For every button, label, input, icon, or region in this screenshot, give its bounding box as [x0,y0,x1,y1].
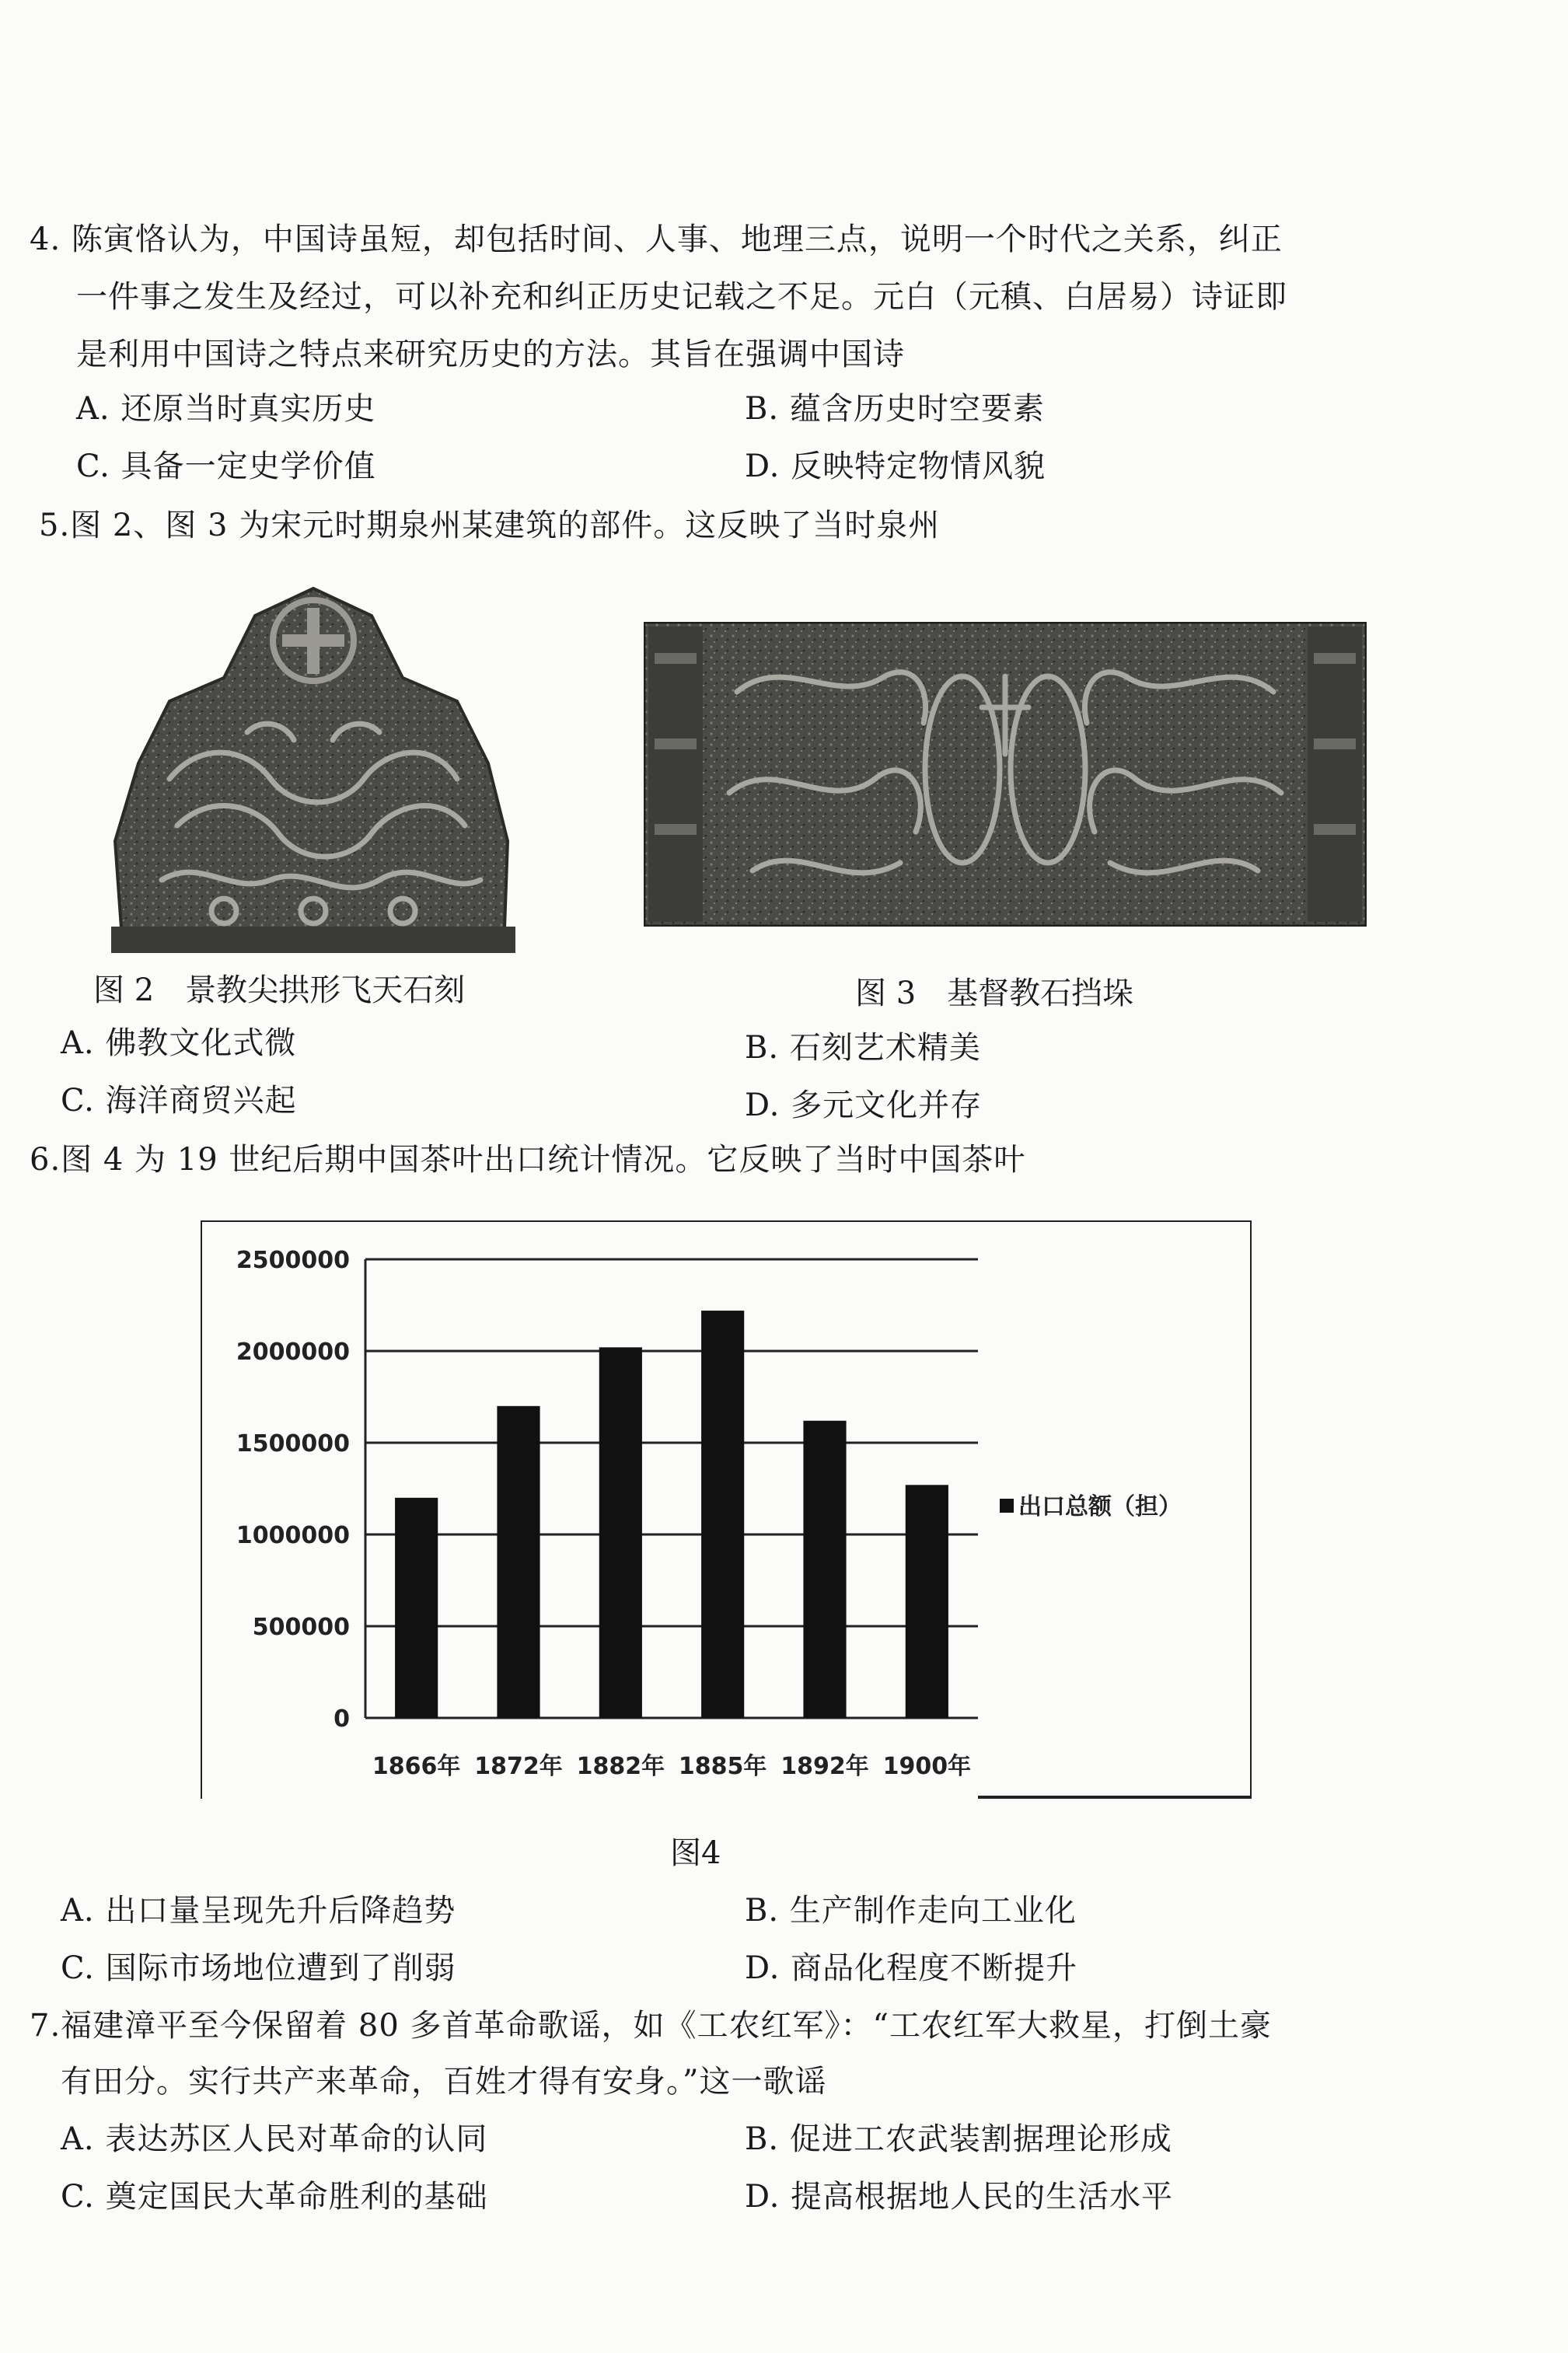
bar-1872年 [497,1406,540,1718]
x-tick-label: 1872年 [474,1753,563,1780]
q4-stem-line1: 4. 陈寅恪认为，中国诗虽短，却包括时间、人事、地理三点，说明一个时代之关系，纠正 [30,222,1283,257]
q4-option-a: A. 还原当时真实历史 [76,391,376,427]
bar-1882年 [599,1347,642,1718]
fig2-stone-carving-image [107,585,519,956]
q5-option-a: A. 佛教文化式微 [61,1025,297,1061]
x-tick-label: 1882年 [576,1753,665,1780]
y-tick-label: 1500000 [236,1430,350,1458]
fig4-tea-export-chart [201,1220,1252,1799]
q7-option-b: B. 促进工农武装割据理论形成 [745,2121,1172,2157]
q6-option-b: B. 生产制作走向工业化 [745,1893,1077,1929]
y-tick-label: 500000 [252,1614,350,1641]
q4-option-d: D. 反映特定物情风貌 [745,449,1046,484]
fig3-stone-block-image [644,622,1367,927]
bar-1885年 [701,1311,744,1718]
q5-stem: 5.图 2、图 3 为宋元时期泉州某建筑的部件。这反映了当时泉州 [39,508,941,543]
q6-stem: 6.图 4 为 19 世纪后期中国茶叶出口统计情况。它反映了当时中国茶叶 [30,1142,1026,1178]
q6-option-a: A. 出口量呈现先升后降趋势 [61,1893,456,1929]
q4-option-c: C. 具备一定史学价值 [76,449,376,484]
fig4-caption: 图4 [670,1835,721,1871]
y-tick-label: 2000000 [236,1339,350,1366]
q5-option-c: C. 海洋商贸兴起 [61,1083,297,1119]
q4-stem-line2: 一件事之发生及经过，可以补充和纠正历史记载之不足。元白（元稹、白居易）诗证即 [76,279,1287,315]
q7-option-c: C. 奠定国民大革命胜利的基础 [61,2179,488,2215]
legend-swatch [1000,1499,1014,1513]
y-tick-label: 2500000 [236,1247,350,1274]
bar-1900年 [906,1485,948,1718]
q4-option-b: B. 蕴含历史时空要素 [745,391,1045,427]
bar-1866年 [395,1498,438,1718]
q6-option-d: D. 商品化程度不断提升 [745,1950,1078,1986]
q5-option-b: B. 石刻艺术精美 [745,1030,981,1066]
bar-1892年 [803,1421,846,1718]
x-tick-label: 1892年 [781,1753,869,1780]
x-tick-label: 1900年 [882,1753,972,1780]
q7-stem-line2: 有田分。实行共产来革命，百姓才得有安身。”这一歌谣 [61,2064,827,2100]
q5-option-d: D. 多元文化并存 [745,1087,983,1123]
x-tick-label: 1866年 [372,1753,461,1780]
q7-stem-line1: 7.福建漳平至今保留着 80 多首革命歌谣，如《工农红军》：“工农红军大救星，打倒土豪 [30,2008,1272,2044]
y-tick-label: 1000000 [236,1522,350,1549]
fig2-caption: 图 2 景教尖拱形飞天石刻 [93,972,466,1008]
x-tick-label: 1885年 [678,1753,767,1780]
q7-option-a: A. 表达苏区人民对革命的认同 [61,2121,488,2157]
fig3-caption: 图 3 基督教石挡垛 [855,976,1134,1011]
q4-stem-line3: 是利用中国诗之特点来研究历史的方法。其旨在强调中国诗 [76,337,905,372]
y-tick-label: 0 [334,1705,350,1733]
q7-option-d: D. 提高根据地人民的生活水平 [745,2179,1174,2215]
legend-label: 出口总额（担） [1018,1493,1182,1520]
q6-option-c: C. 国际市场地位遭到了削弱 [61,1950,456,1986]
